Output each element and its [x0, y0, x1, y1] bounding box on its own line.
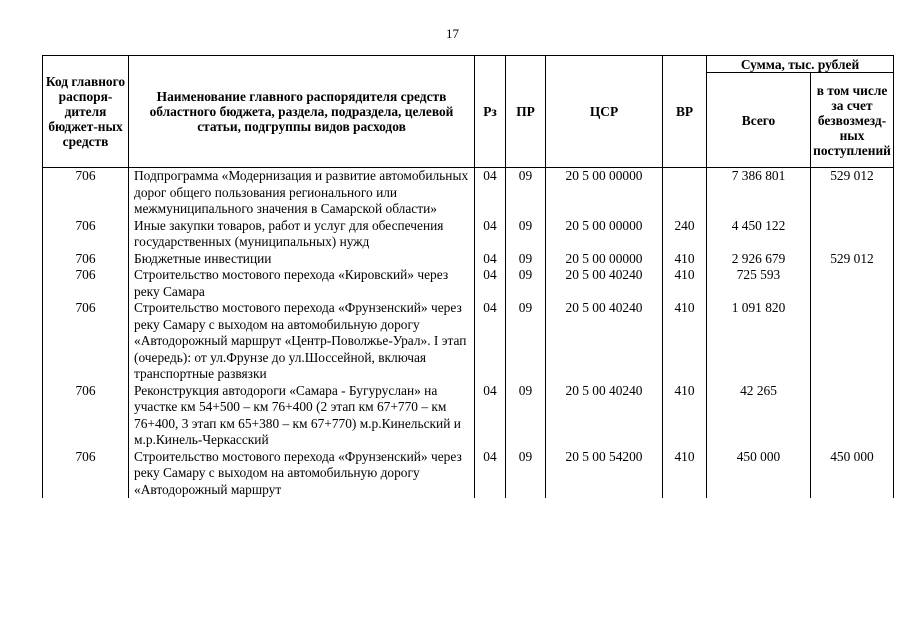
- header-gratuitous: в том числе за счет безвозмезд-ных поступлений: [811, 73, 894, 168]
- header-csr: ЦСР: [546, 56, 663, 168]
- cell-pr: 09: [506, 449, 546, 499]
- cell-code: 706: [43, 218, 129, 251]
- cell-pr: 09: [506, 251, 546, 268]
- cell-vr: 240: [663, 218, 707, 251]
- cell-gratuitous: 529 012: [811, 168, 894, 218]
- cell-name: Бюджетные инвестиции: [129, 251, 475, 268]
- cell-pr: 09: [506, 168, 546, 218]
- cell-name: Иные закупки товаров, работ и услуг для обеспечения государственных (муниципальных) нужд: [129, 218, 475, 251]
- cell-gratuitous: 450 000: [811, 449, 894, 499]
- header-pr: ПР: [506, 56, 546, 168]
- cell-total: 450 000: [707, 449, 811, 499]
- header-rz: Рз: [475, 56, 506, 168]
- cell-rz: 04: [475, 300, 506, 383]
- cell-gratuitous: [811, 300, 894, 383]
- cell-vr: 410: [663, 251, 707, 268]
- cell-total: 4 450 122: [707, 218, 811, 251]
- cell-name: Строительство мостового перехода «Фрунзенский» через реку Самару с выходом на автомобильную дорогу «Автодорожный маршрут: [129, 449, 475, 499]
- cell-csr: 20 5 00 40240: [546, 383, 663, 449]
- cell-code: 706: [43, 267, 129, 300]
- budget-table: [42, 55, 894, 498]
- cell-rz: 04: [475, 168, 506, 218]
- cell-pr: 09: [506, 383, 546, 449]
- cell-code: 706: [43, 383, 129, 449]
- cell-name: Реконструкция автодороги «Самара - Бугуруслан» на участке км 54+500 – км 76+400 (2 этап км 67+770 – км 76+400, 3 этап км 65+380 – км 67+770) м.р.Кинельский и м.р.Кинель-Черкасский: [129, 383, 475, 449]
- table-header: [43, 56, 894, 168]
- cell-gratuitous: [811, 218, 894, 251]
- cell-vr: 410: [663, 267, 707, 300]
- table-row: [43, 267, 894, 300]
- cell-name: Строительство мостового перехода «Кировский» через реку Самара: [129, 267, 475, 300]
- cell-total: 725 593: [707, 267, 811, 300]
- cell-name: Подпрограмма «Модернизация и развитие автомобильных дорог общего пользования регионального или межмуниципального значения в Самарской области»: [129, 168, 475, 218]
- cell-pr: 09: [506, 300, 546, 383]
- table-row: [43, 300, 894, 383]
- cell-pr: 09: [506, 267, 546, 300]
- cell-rz: 04: [475, 267, 506, 300]
- table-row: [43, 449, 894, 499]
- header-sum: Сумма, тыс. рублей: [707, 56, 894, 73]
- cell-name: Строительство мостового перехода «Фрунзенский» через реку Самару с выходом на автомобильную дорогу «Автодорожный маршрут «Центр-Поволжье-Урал». I этап (очередь): от ул.Фрунзе до ул.Шоссейной, включая транспортные развязки: [129, 300, 475, 383]
- cell-pr: 09: [506, 218, 546, 251]
- header-name: Наименование главного распорядителя средств областного бюджета, раздела, подраздела, целевой статьи, подгруппы видов расходов: [129, 56, 475, 168]
- cell-rz: 04: [475, 251, 506, 268]
- cell-rz: 04: [475, 449, 506, 499]
- cell-rz: 04: [475, 383, 506, 449]
- cell-csr: 20 5 00 40240: [546, 267, 663, 300]
- cell-csr: 20 5 00 00000: [546, 218, 663, 251]
- cell-code: 706: [43, 449, 129, 499]
- header-vr: ВР: [663, 56, 707, 168]
- cell-rz: 04: [475, 218, 506, 251]
- cell-total: 42 265: [707, 383, 811, 449]
- cell-csr: 20 5 00 00000: [546, 168, 663, 218]
- cell-gratuitous: 529 012: [811, 251, 894, 268]
- cell-total: 7 386 801: [707, 168, 811, 218]
- table-row: [43, 168, 894, 218]
- cell-total: 1 091 820: [707, 300, 811, 383]
- cell-code: 706: [43, 300, 129, 383]
- cell-vr: 410: [663, 383, 707, 449]
- table-body: [43, 168, 894, 499]
- cell-vr: 410: [663, 449, 707, 499]
- page-number: 17: [446, 26, 459, 41]
- cell-gratuitous: [811, 267, 894, 300]
- cell-code: 706: [43, 168, 129, 218]
- cell-csr: 20 5 00 54200: [546, 449, 663, 499]
- table-row: [43, 218, 894, 251]
- table-row: [43, 383, 894, 449]
- cell-vr: 410: [663, 300, 707, 383]
- cell-csr: 20 5 00 40240: [546, 300, 663, 383]
- cell-total: 2 926 679: [707, 251, 811, 268]
- cell-vr: [663, 168, 707, 218]
- cell-csr: 20 5 00 00000: [546, 251, 663, 268]
- cell-code: 706: [43, 251, 129, 268]
- header-total: Всего: [707, 73, 811, 168]
- header-code: Код главного распоря-дителя бюджет-ных средств: [43, 56, 129, 168]
- table-row: [43, 251, 894, 268]
- cell-gratuitous: [811, 383, 894, 449]
